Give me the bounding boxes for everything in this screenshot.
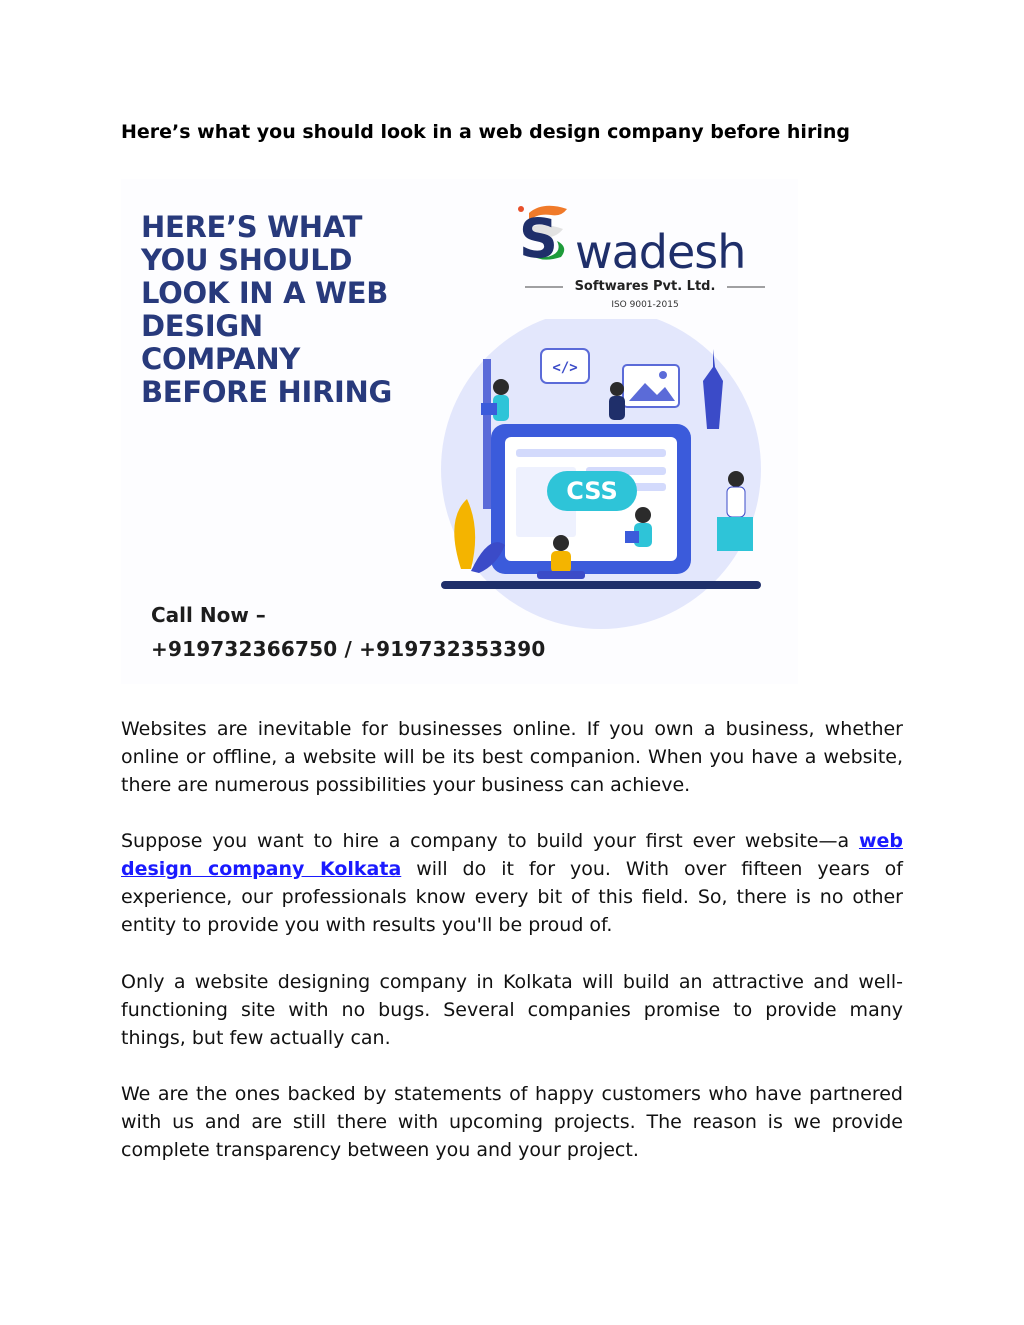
- person-icon: [610, 382, 624, 396]
- code-label: </>: [552, 360, 578, 376]
- banner-headline-line: HERE’S WHAT: [141, 210, 363, 244]
- paragraph: We are the ones backed by statements of happy customers who have partnered with us and are still there with upcoming projects. The reason is we provide complete transparency between you and your project.: [121, 1083, 903, 1161]
- paragraph-text: will do it for you. With over fifteen years of experience, our professionals know every bit of this field. So, there is no other entity to provide you with results you'll be proud of.: [121, 858, 903, 936]
- web-design-illustration: [401, 319, 798, 629]
- person-icon: [493, 379, 509, 395]
- logo-subtitle: Softwares Pvt. Ltd.: [574, 279, 716, 294]
- banner-headline-line: LOOK IN A WEB: [141, 276, 389, 310]
- banner-headline-line: YOU SHOULD: [141, 243, 353, 277]
- phone-numbers: +919732366750 / +919732353390: [151, 637, 546, 661]
- logo-iso: ISO 9001-2015: [611, 300, 679, 310]
- paragraph: Websites are inevitable for businesses online. If you own a business, whether online or offline, a website will be its best companion. When you have a website, there are numerous possibilities your business can achieve.: [121, 718, 903, 796]
- paragraph: Only a website designing company in Kolkata will build an attractive and well-functioning site with no bugs. Several companies promise to provide many things, but few actually can.: [121, 971, 903, 1049]
- pencil-icon: [483, 359, 491, 509]
- person-icon: [553, 535, 569, 551]
- banner-headline-line: BEFORE HIRING: [141, 375, 392, 409]
- swadesh-logo-icon: [511, 199, 581, 279]
- call-now-label: Call Now –: [151, 603, 266, 627]
- person-icon: [728, 471, 744, 487]
- paragraph-text: Suppose you want to hire a company to build your first ever website—a: [121, 830, 859, 852]
- paragraph: [121, 827, 903, 939]
- web-design-company-kolkata-link[interactable]: web design company Kolkata: [121, 830, 903, 880]
- css-label: CSS: [566, 477, 618, 505]
- desk-base: [441, 581, 761, 589]
- banner-headline-line: COMPANY: [141, 342, 301, 376]
- page-title: Here’s what you should look in a web design company before hiring: [121, 121, 850, 143]
- banner-headline-line: DESIGN: [141, 309, 263, 343]
- banner-headline: [141, 211, 392, 409]
- banner-image: [121, 179, 798, 684]
- logo-letter: S: [519, 207, 558, 270]
- logo-wordmark: wadesh: [575, 225, 746, 279]
- person-icon: [635, 507, 651, 523]
